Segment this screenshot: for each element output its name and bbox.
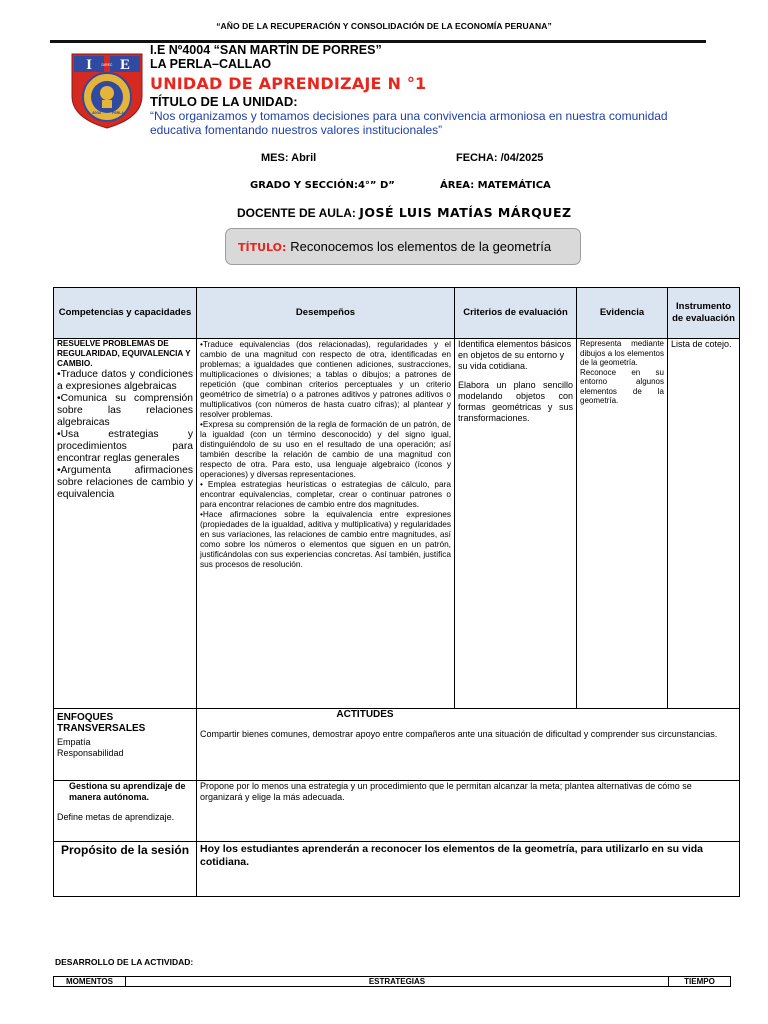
desempeno-item: •Expresa su comprensión de la regla de formación de un patrón, de la igualdad (con un término desconocido) y del signo igual, distinguiéndolo de su uso en el resultado de una operación; así también describe la relación de cambio de una magnitud con respecto de otra. Para esto, usa lenguaje algebraico (íconos y operaciones) y diversas representaciones. [200,419,451,479]
actitudes-label: ACTITUDES [336,709,394,720]
desempeno-item: • Emplea estrategias heurísticas o estrategias de cálculo, para encontrar equivalencias, completar, crear o continuar patrones o para encontrar relaciones de cambio entre dos magnitudes. [200,479,451,509]
actitudes-cell [197,709,740,781]
teacher-label: DOCENTE DE AULA: [237,206,356,220]
unit-title-label: TÍTULO DE LA UNIDAD: [150,94,298,109]
proposito-text-cell [197,842,740,897]
activity-table [53,976,731,987]
desempeno-item: •Traduce equivalencias (dos relacionadas), regularidades y el cambio de una magnitud con respecto de otra, identificadas en problemas; a igualdades que contienen adiciones, sustracciones, multiplicaciones o divisiones; a tablas o dibujos; a patrones de repetición (que combinan criterios perceptuales y un criterio geométrico de simetría) o a patrones aditivos y patrones aditivos o multiplicativos (con números de hasta cuatro cifras); al plantear y resolver problemas. [200,339,451,419]
unit-heading: UNIDAD DE APRENDIZAJE N °1 [150,74,427,93]
gestiona-sub: Define metas de aprendizaje. [57,812,175,822]
session-title [238,239,551,254]
activity-label: DESARROLLO DE LA ACTIVIDAD: [55,957,194,967]
header-competencias: Competencias y capacidades [54,288,197,339]
capacidad-item: •Comunica su comprensión sobre las relaciones algebraicas [57,393,193,428]
header-instrumento: Instrumento de evaluación [668,288,740,339]
table-row [54,781,740,842]
gestiona-label: Gestiona su aprendizaje de manera autónoma. [69,781,186,802]
criterio-item: Elabora un plano sencillo modelando objetos con formas geométricas y sus transformaciones. [458,380,573,423]
evidencia-cell [577,339,668,709]
header-criterios: Criterios de evaluación [455,288,577,339]
header-desempenos: Desempeños [197,288,455,339]
competencias-cell [54,339,197,709]
area: ÁREA: MATEMÁTICA [440,180,551,191]
gestiona-cell [54,781,197,842]
criterios-cell [455,339,577,709]
date: FECHA: /04/2025 [456,152,544,164]
session-title-box [225,228,581,265]
criterio-item: Identifica elementos básicos en objetos de su entorno y su vida cotidiana. [458,339,572,371]
school-location: LA PERLA–CALLAO [150,57,272,71]
school-name [150,43,382,71]
school-crest-icon [68,52,146,130]
desempeno-item: •Hace afirmaciones sobre la equivalencia entre expresiones (propiedades de la igualdad, aditiva y multiplicativa) y regularidades en sus variaciones, las relaciones de cambio entre magnitudes, así como sobre los números o elementos que siguen en un patrón, justificándolas con sus experiencias concretas. Así también, justifica sus procesos de resolución. [200,509,451,569]
header-momentos: MOMENTOS [54,977,126,987]
enfoque-item: Responsabilidad [57,748,124,758]
enfoques-cell [54,709,197,781]
teacher-name: JOSÉ LUIS MATÍAS MÁRQUEZ [359,205,572,220]
capacidad-item: •Usa estrategias y procedimientos para encontrar reglas generales [57,429,193,464]
svg-text:4004: 4004 [92,110,101,115]
proposito-label-cell [54,842,197,897]
crest-letter-i: I [86,57,92,73]
enfoques-label: ENFOQUES TRANSVERSALES [57,712,146,734]
crest-letter-e: E [119,57,131,73]
unit-title: “Nos organizamos y tomamos decisiones para una convivencia armoniosa en nuestra comunidad educativa fomentando nuestros valores institucionales” [150,109,668,137]
month: MES: Abril [261,152,317,164]
proposito-label: Propósito de la sesión [61,843,190,857]
table-header-row [54,977,731,987]
table-header-row [54,288,740,339]
proposito-text: Hoy los estudiantes aprenderán a reconocer los elementos de la geometría, para utilizarlo en su vida cotidiana. [200,843,703,868]
session-title-value: Reconocemos los elementos de la geometría [290,239,552,254]
teacher [237,205,572,220]
table-row [54,709,740,781]
evidencia-item: Reconoce en su entorno algunos elementos de la geometría. [580,367,664,405]
header-estrategias: ESTRATEGIAS [126,977,669,987]
capacidad-item: •Traduce datos y condiciones a expresiones algebraicas [57,369,193,392]
header-evidencia: Evidencia [577,288,668,339]
header-tiempo: TIEMPO [669,977,731,987]
svg-text:PERLA: PERLA [112,111,124,115]
table-row [54,842,740,897]
document-motto: “AÑO DE LA RECUPERACIÓN Y CONSOLIDACIÓN DE LA ECONOMÍA PERUANA” [216,21,552,31]
competencia-title: RESUELVE PROBLEMAS DE REGULARIDAD, EQUIVALENCIA Y CAMBIO. [57,339,191,368]
desempenos-cell [197,339,455,709]
evidencia-item: Representa mediante dibujos a los elementos de la geometría. [580,339,664,367]
table-row [54,339,740,709]
gestiona-text: Propone por lo menos una estrategia y un procedimiento que le permitan alcanzar la meta; plantea alternativas de cómo se organizará y elige la más adecuada. [197,781,740,842]
session-title-label: TÍTULO: [238,241,287,254]
grade-section: GRADO Y SECCIÓN:4°” D” [250,180,395,191]
instrumento-cell: Lista de cotejo. [668,339,740,709]
svg-text:DIREC: DIREC [101,63,113,67]
school-name-text: I.E Nº4004 “SAN MARTÍN DE PORRES” [150,43,382,57]
enfoque-item: Empatía [57,737,91,747]
capacidad-item: •Argumenta afirmaciones sobre relaciones de cambio y equivalencia [57,465,193,500]
actitudes-text: Compartir bienes comunes, demostrar apoyo entre compañeros ante una situación de dificultad y comprender sus circunstancias. [200,729,718,739]
competencies-table [53,287,740,897]
